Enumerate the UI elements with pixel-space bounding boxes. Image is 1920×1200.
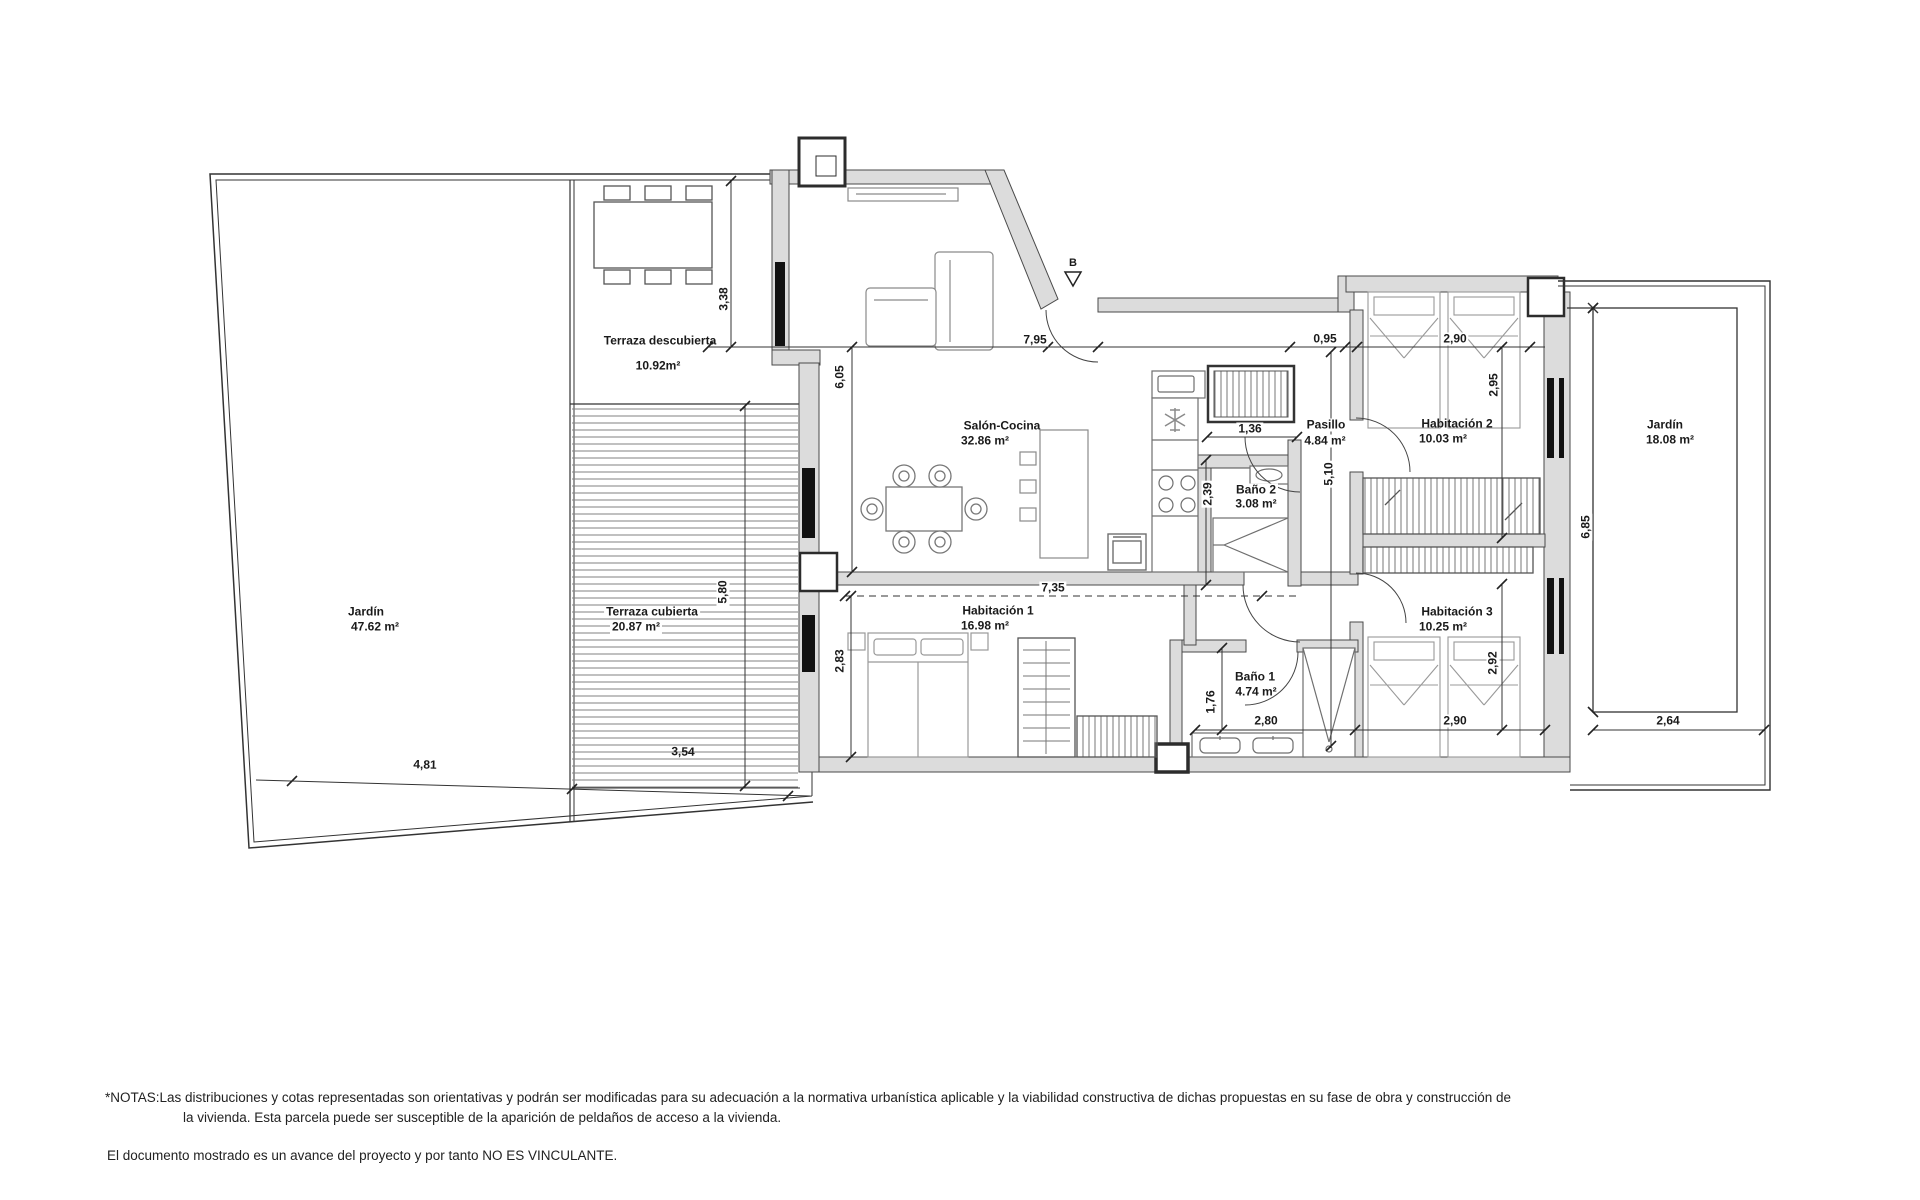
room-label-jardin-izquierda: Jardín	[347, 604, 385, 619]
dim-2-64: 2,64	[1656, 713, 1680, 728]
dim-2-83: 2,83	[832, 649, 847, 673]
room-area-bano-2: 3.08 m²	[1235, 496, 1277, 511]
dim-2-39: 2,39	[1200, 482, 1215, 506]
dim-3-54: 3,54	[671, 744, 695, 759]
room-label-habitacion-2: Habitación 2	[1421, 416, 1493, 431]
room-area-habitacion-1: 16.98 m²	[960, 618, 1010, 633]
room-label-habitacion-3: Habitación 3	[1421, 604, 1493, 619]
bedroom2-beds	[1368, 292, 1520, 428]
bedroom-closets	[1363, 478, 1540, 573]
tv-bench	[848, 188, 958, 201]
dim-6-85: 6,85	[1578, 515, 1593, 539]
bedroom1-closet	[1018, 638, 1157, 757]
dim-1-36: 1,36	[1238, 421, 1262, 436]
dim-2-92: 2,92	[1485, 651, 1500, 675]
room-label-salon-cocina: Salón-Cocina	[963, 418, 1041, 433]
room-area-salon-cocina: 32.86 m²	[960, 433, 1010, 448]
outdoor-dining-table	[594, 186, 712, 284]
room-area-jardin-izquierda: 47.62 m²	[350, 619, 400, 634]
dim-2-95: 2,95	[1486, 373, 1501, 397]
sofa	[866, 252, 993, 350]
terraza-cubierta-decking	[570, 404, 800, 788]
bedroom1-bed	[848, 633, 988, 757]
room-area-terraza-descubierta: 10.92m²	[635, 358, 681, 373]
section-marker-icon	[1065, 272, 1081, 286]
dim-2-90-hab2: 2,90	[1443, 331, 1467, 346]
room-label-bano-2: Baño 2	[1235, 482, 1277, 497]
dim-7-35: 7,35	[1041, 580, 1065, 595]
dim-1-76: 1,76	[1203, 690, 1218, 714]
room-label-terraza-cubierta: Terraza cubierta	[606, 604, 698, 619]
dim-5-10: 5,10	[1321, 462, 1336, 486]
entry-closet	[1208, 366, 1294, 422]
dim-4-81: 4,81	[413, 757, 437, 772]
dim-0-95: 0,95	[1313, 331, 1337, 346]
notes-paragraph: *NOTAS:Las distribuciones y cotas representadas son orientativas y podrán ser modificadas para su adecuación a la normativa urbanística aplicable y la viabilidad constructiva de dichas propuestas en su fase de obra y construcción de la vivienda. Esta parcela puede ser susceptible de la aparición de peldaños de acceso a la vivienda.	[105, 1090, 1512, 1125]
kitchen-island	[1020, 430, 1088, 558]
room-area-jardin-derecha: 18.08 m²	[1645, 432, 1695, 447]
dining-table	[861, 465, 987, 553]
dim-7-95: 7,95	[1023, 332, 1047, 347]
room-area-habitacion-3: 10.25 m²	[1418, 619, 1468, 634]
dim-6-05: 6,05	[832, 365, 847, 389]
dim-3-38: 3,38	[716, 287, 731, 311]
dim-5-80: 5,80	[715, 580, 730, 604]
kitchen-counter	[1152, 371, 1205, 572]
dim-2-90-hab3: 2,90	[1443, 713, 1467, 728]
room-area-bano-1: 4.74 m²	[1235, 684, 1277, 699]
room-label-jardin-derecha: Jardín	[1646, 417, 1684, 432]
room-label-pasillo: Pasillo	[1306, 417, 1346, 432]
notes-disclaimer: El documento mostrado es un avance del proyecto y por tanto NO ES VINCULANTE.	[107, 1148, 618, 1163]
room-label-terraza-descubierta: Terraza descubierta	[603, 333, 717, 348]
room-area-pasillo: 4.84 m²	[1304, 433, 1346, 448]
room-label-bano-1: Baño 1	[1234, 669, 1276, 684]
dim-2-80: 2,80	[1254, 713, 1278, 728]
room-area-terraza-cubierta: 20.87 m²	[611, 619, 661, 634]
section-marker-label: B	[1069, 257, 1077, 269]
oven	[1108, 534, 1146, 570]
room-area-habitacion-2: 10.03 m²	[1418, 431, 1468, 446]
room-label-habitacion-1: Habitación 1	[962, 603, 1034, 618]
